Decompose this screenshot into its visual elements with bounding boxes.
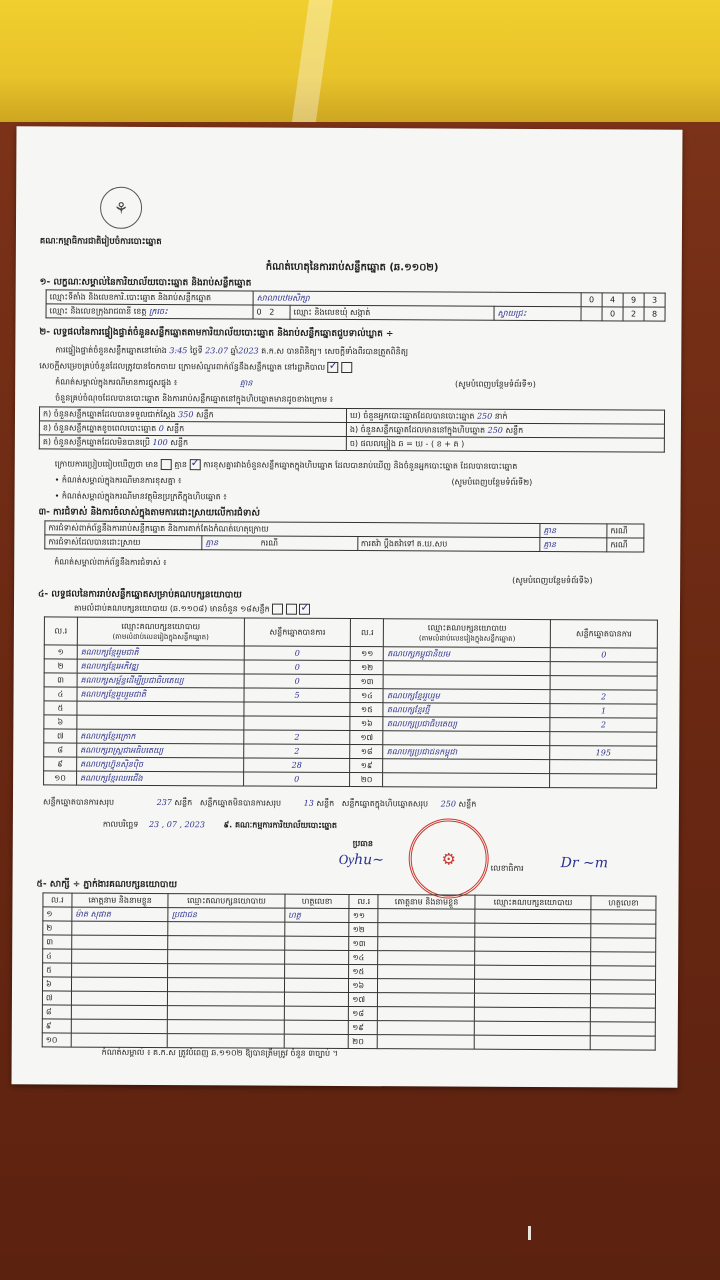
party-name: គណបក្សរាស្ត្រជាអធិបតេយ្យ [77, 743, 244, 758]
party-name [383, 731, 550, 746]
section4-sub-text: តាមលំដាប់គណបក្សនយោបាយ (ឆ.១១០៨) មានចំនួន ១៨សន្លឹក [73, 603, 270, 614]
ko-unit: សន្លឹក [170, 437, 189, 447]
party-votes: 0 [244, 660, 351, 675]
party-no: ១៣ [351, 675, 384, 689]
witness-sign [284, 978, 349, 992]
kha-unit: សន្លឹក [166, 423, 185, 433]
party-name: គណបក្សសម្ព័ន្ធដើម្បីប្រជាធិបតេយ្យ [77, 673, 244, 688]
witness-no: ១០ [42, 1033, 71, 1047]
witness-sign [591, 952, 656, 966]
para5-text: ក្រោយការប្រៀបធៀបឃើញថា មាន [54, 459, 159, 470]
spoil-unit: សន្លឹក [316, 798, 335, 808]
party-no: ៥ [44, 701, 77, 715]
box-total-unit: សន្លឹក [458, 799, 477, 809]
row1-digit: 9 [623, 293, 644, 307]
witness-name [378, 1021, 475, 1036]
w-col-no: ល.រ [349, 895, 378, 909]
party-votes [550, 676, 657, 691]
party-no: ៤ [44, 687, 77, 701]
party-votes [550, 732, 657, 747]
party-votes: 5 [244, 688, 351, 703]
ya-value: 250 [476, 411, 493, 421]
party-no: ១ [44, 645, 77, 659]
para5-text-b: គ្មាន [174, 460, 188, 470]
col-party-text: ឈ្មោះគណបក្សនយោបាយ [121, 621, 201, 631]
col-party-sub: (តាមលំដាប់លេខរៀងក្នុងសន្លឹកឆ្នោត) [112, 632, 209, 641]
checkbox-empty [161, 459, 172, 470]
w-col-party: ឈ្មោះគណបក្សនយោបាយ [475, 895, 591, 910]
witness-party [474, 1035, 590, 1050]
witness-name [71, 1019, 168, 1034]
secretary-label: លេខាធិការ [490, 863, 524, 873]
witness-no: ១៣ [349, 937, 378, 951]
witness-party [474, 951, 590, 966]
witness-sign [590, 1036, 655, 1050]
witness-sign [284, 1034, 349, 1048]
para3-text: កំណត់សម្គាល់ក្នុងករណីមានការផ្ទុសផ្ទុង ៖ [55, 377, 178, 388]
party-votes [550, 662, 657, 677]
party-votes: 0 [244, 646, 351, 661]
section2-para4: ចំនួនគ្រប់ចំណុចដែលបានបោះឆ្នោត និងការរាប់សន្លឹកឆ្នោតនៅក្នុងហិបឆ្នោតមានដូចខាងក្រោម ៖ [55, 393, 334, 404]
checkbox-empty [272, 604, 283, 615]
party-votes [550, 774, 657, 789]
witness-party [168, 978, 284, 993]
objection-row2b-label: ការតវ៉ា ប្តឹងតវ៉ាទៅ គ.ឃ.សប [357, 537, 539, 552]
witness-name [378, 923, 475, 938]
witness-sign [284, 936, 349, 950]
witness-name [378, 1035, 475, 1050]
party-no: ១៦ [350, 717, 383, 731]
col-party-sub: (តាមលំដាប់លេខរៀងក្នុងសន្លឹកឆ្នោត) [418, 633, 516, 643]
totals-line [43, 796, 476, 810]
witness-party [168, 950, 284, 965]
row1-label: ឈ្មោះទីតាំង និងលេខការិ.បោះឆ្នោត និងរាប់សន្លឹកឆ្នោត [46, 290, 253, 305]
col-votes: សន្លឹកឆ្នោតបានការ [244, 618, 351, 647]
row2-digit-b: 2 [623, 307, 644, 321]
party-no: ១៤ [350, 689, 383, 703]
party-votes [244, 702, 351, 717]
party-no: ៦ [44, 715, 77, 729]
witness-sign [284, 964, 349, 978]
col-party [384, 619, 551, 648]
witness-table [42, 892, 657, 1050]
witness-sign [284, 950, 349, 964]
party-name: គណបក្សខ្មែរអភិវឌ្ឍ [77, 659, 244, 674]
section1-table [46, 289, 666, 321]
witness-sign [591, 994, 656, 1008]
chair-signature: Ѹhu~ [338, 851, 384, 869]
date-value: 23 , 07 , 2023 [148, 819, 205, 830]
section4-title: ៤- លទ្ធផលនៃការរាប់សន្លឹកឆ្នោតសម្រាប់គណបក្សនយោបាយ [38, 589, 242, 601]
row2-label-text: ឈ្មោះ និងលេខក្រុងរាជធានី ខេត្ត [49, 305, 147, 316]
witness-name [71, 1005, 168, 1020]
witness-sign: ហត្ថ [285, 908, 350, 922]
witness-party [168, 922, 284, 937]
official-seal: ⚙ [408, 818, 488, 898]
witness-sign [591, 980, 656, 994]
witness-party [474, 1021, 590, 1036]
ka-value: 350 [178, 409, 194, 419]
ballot-counts-table [39, 406, 665, 452]
total-value: 237 [156, 798, 172, 808]
row2-digit: 2 [269, 307, 275, 317]
party-votes: 0 [550, 648, 657, 663]
witness-no: ១៩ [349, 1021, 378, 1035]
party-no: ៨ [44, 743, 77, 757]
party-votes: 28 [243, 758, 350, 773]
witness-no: ១ [43, 907, 72, 921]
row2-value-b: ស្វាយជ្រះ [494, 306, 581, 320]
w-col-name: គោត្តនាម និងនាមខ្លួន [378, 895, 475, 910]
party-name: គណបក្សប្រជាធិបតេយ្យ [383, 717, 550, 732]
objection-row2-value-text: គ្មាន [205, 537, 219, 547]
yellow-wall [0, 0, 720, 128]
row2-value: ក្រចេះ [148, 306, 168, 316]
party-name [384, 675, 551, 690]
party-votes: 2 [243, 744, 350, 759]
objection-row2-unit: ករណី [260, 538, 279, 548]
section3-note: កំណត់សម្គាល់ពាក់ព័ន្ធនឹងការជំទាស់ ៖ [54, 557, 167, 568]
witness-no: ២ [43, 921, 72, 935]
date-day: 23 [205, 346, 216, 356]
spoil-label: សន្លឹកឆ្នោតមិនបានការសរុប [199, 798, 282, 808]
party-no: ៧ [44, 729, 77, 743]
witness-sign [284, 1020, 349, 1034]
total-label: សន្លឹកឆ្នោតបានការសរុប [42, 797, 115, 807]
witness-party [168, 964, 284, 979]
witness-name [71, 1033, 168, 1048]
witness-name [71, 991, 168, 1006]
form-title: កំណត់ហេតុនៃការរាប់សន្លឹកឆ្នោត (ឆ.១១០២) [265, 261, 439, 274]
w-col-party: ឈ្មោះគណបក្សនយោបាយ [168, 894, 284, 909]
party-no: ១៨ [350, 745, 383, 759]
box-total-label: សន្លឹកឆ្នោតក្នុងហិបឆ្នោតសរុប [341, 798, 429, 809]
bullet1-hint: (សូមបំពេញបន្ថែមទំព័រទី២) [451, 477, 533, 487]
witness-party [474, 1007, 590, 1022]
secretary-signature: Dr ~m [560, 855, 609, 872]
bullet1-text: • កំណត់សម្គាល់ក្នុងករណីមានការខុសគ្នា ៖ [54, 475, 182, 486]
witness-no: ៦ [42, 977, 71, 991]
row1-digit: 3 [644, 293, 665, 307]
section2-para5 [55, 458, 518, 472]
party-votes: 2 [243, 730, 350, 745]
objection-row2-label: ការជំទាស់ដែលបានដោះស្រាយ [45, 535, 202, 550]
row2-digits [253, 305, 290, 319]
row2-digit-b: 0 [602, 307, 623, 321]
para1-text-d: គ.ក.ស បានពិនិត្យ។ សេចក្ដីទាំងពីរបានត្រួតពិនិត្យ [258, 346, 409, 357]
witness-name [378, 993, 475, 1008]
witness-name [71, 963, 168, 978]
party-no: ១១ [351, 647, 384, 661]
formula: ច) ផលលម្អៀង ឆ = ឃ - ( ខ + គ ) [346, 436, 664, 452]
witness-name [378, 951, 475, 966]
party-name: គណបក្សខ្មែររួបរួមជាតិ [77, 687, 244, 702]
col-no: ល.រ [44, 617, 77, 645]
date-label: កាលបរិច្ឆេទ [102, 819, 139, 829]
date-month: 07 [217, 346, 229, 356]
witness-sign [591, 938, 656, 952]
row1-digit: 0 [581, 293, 602, 307]
party-no: ១០ [44, 771, 77, 785]
witness-sign [591, 924, 656, 938]
party-votes: 0 [243, 772, 350, 787]
party-votes: 1 [550, 704, 657, 719]
row1-value: សាលាបឋមសិក្សា [253, 291, 581, 307]
institution-name: គណៈកម្មាធិការជាតិរៀបចំការបោះឆ្នោត [39, 236, 162, 248]
witness-no: ៨ [42, 1005, 71, 1019]
emblem-icon: ⚘ [100, 187, 142, 229]
para1-text-b: ថ្ងៃទី [187, 346, 206, 356]
witness-no: ៣ [43, 935, 72, 949]
party-votes: 2 [550, 718, 657, 733]
party-name [384, 661, 551, 676]
witness-name [72, 949, 169, 964]
party-name: គណបក្សខ្មែររួមជាតិ [77, 645, 244, 660]
section4-sub [74, 603, 310, 616]
checkbox-checked [190, 459, 201, 470]
witness-party [475, 937, 591, 952]
witness-no: ៥ [43, 963, 72, 977]
w-col-sign: ហត្ថលេខា [285, 894, 350, 908]
witness-party [168, 1020, 284, 1035]
ya-label: ឃ) ចំនួនអ្នកបោះឆ្នោតដែលបានបោះឆ្នោត [349, 410, 475, 421]
count-ko [39, 435, 346, 451]
witness-no: ១១ [349, 909, 378, 923]
witness-party [475, 923, 591, 938]
party-no: ១៧ [350, 731, 383, 745]
witness-no: ១៥ [349, 965, 378, 979]
witness-sign [284, 992, 349, 1006]
witness-name [72, 921, 169, 936]
witness-no: ២០ [349, 1035, 378, 1049]
row1-digit: 4 [602, 293, 623, 307]
witness-party [475, 909, 591, 924]
witness-no: ១៦ [349, 979, 378, 993]
witness-name [378, 965, 475, 980]
nga-value: 250 [487, 425, 503, 435]
para1-text-c: ឆ្នាំ [228, 346, 239, 356]
section3-title: ៣- ការជំទាស់ និងការចំលាស់ក្នុងតាមការដោះស្រាយលើការជំទាស់ [38, 507, 260, 519]
witness-no: ៤ [43, 949, 72, 963]
witness-no: ១២ [349, 923, 378, 937]
party-votes [244, 716, 351, 731]
party-name: គណបក្សប្រជាជនកម្ពុជា [383, 745, 550, 760]
section3-hint: (សូមបំពេញបន្ថែមទំព័រទី៦) [512, 575, 593, 586]
w-col-name: គោត្តនាម និងនាមខ្លួន [72, 893, 169, 908]
witness-name: ម៉ាត សុផាត [72, 907, 169, 922]
party-name: គណបក្សខ្មែររួបរួម [383, 689, 550, 704]
party-name [383, 773, 550, 788]
ko-value: 100 [152, 437, 168, 447]
para2-text: សេចក្ដីសម្រេចគ្រប់ចំនួនដែលត្រូវបានចែកចាយ ក្រោមសំណួរពាក់ព័ន្ធនឹងសន្លឹកឆ្នោត នៅរដ្ឋាភិបាល [39, 361, 326, 372]
witness-party: ប្រជាជន [168, 908, 284, 923]
section2-title: ២- លទ្ធផលនៃការផ្ទៀងផ្ទាត់ចំនួនសន្លឹកឆ្នោតតាមការិយាល័យបោះឆ្នោត និងរាប់សន្លឹកឆ្នោតជួបទាល់ឃ្លាត ÷ [39, 327, 394, 340]
party-row [44, 771, 657, 788]
section2-para3 [55, 376, 536, 391]
objection-row2b-unit: ករណី [607, 538, 644, 552]
para1-text: ការផ្ទៀងផ្ទាត់ចំនួនសន្លឹកឆ្នោតនៅម៉ោង [55, 345, 170, 356]
witness-party [474, 965, 590, 980]
date-year: 2023 [238, 346, 259, 356]
objection-row2-value [202, 536, 358, 551]
ka-label: ក) ចំនួនសន្លឹកឆ្នោតដែលបានទទួលជាក់ស្តែង [42, 408, 176, 419]
w-col-no: ល.រ [43, 893, 72, 907]
ya-unit: នាក់ [494, 411, 508, 421]
witness-no: ១៤ [349, 951, 378, 965]
party-no: ១២ [351, 661, 384, 675]
witness-name [378, 937, 475, 952]
col-party [77, 617, 244, 646]
witness-no: ១៨ [349, 1007, 378, 1021]
para3-note: គ្មាន [239, 378, 253, 388]
objection-row1-value: គ្មាន [540, 524, 607, 538]
checkbox-empty [341, 362, 352, 373]
nga-unit: សន្លឹក [505, 425, 524, 435]
ko-label: គ) ចំនួនសន្លឹកឆ្នោតដែលមិនបានប្រើ [42, 436, 150, 447]
witness-body [42, 907, 656, 1050]
party-name: គណបក្សហ៊្វុនស៊ិនប៉ិច [77, 757, 244, 772]
chair-label: ប្រធាន [352, 839, 373, 849]
election-form-paper [11, 126, 682, 1087]
witness-sign [591, 910, 656, 924]
party-name: គណបក្សខ្មែរក្រោក [77, 729, 244, 744]
witness-party [168, 936, 284, 951]
objections-table [44, 520, 644, 552]
party-no: ២ [44, 659, 77, 673]
party-no: ១៩ [350, 759, 383, 773]
witness-no: ១៧ [349, 993, 378, 1007]
witness-name [378, 909, 475, 924]
section2-para2 [39, 360, 352, 374]
party-name: គណបក្សកម្ពុជានិយម [384, 647, 551, 662]
row2-digit: 0 [256, 307, 262, 317]
witness-party [474, 979, 590, 994]
section2-bullet2: • កំណត់សម្គាល់ក្នុងករណីមានវត្ថុមិនប្រក្រតីក្នុងហិបឆ្នោត ៖ [54, 491, 227, 502]
witness-name [71, 977, 168, 992]
section2-bullet1 [55, 474, 533, 489]
kha-value: 0 [158, 423, 164, 433]
section2-para1: ការផ្ទៀងផ្ទាត់ចំនួនសន្លឹកឆ្នោតនៅម៉ោង 3:45 ថ្ងៃទី 23.07 ឆ្នាំ2023 គ.ក.ស បានពិនិត្យ។ សេចក្ដីទាំងពីរបានត្រួតពិនិត្យ [55, 345, 409, 357]
witness-name [72, 935, 169, 950]
witness-sign [284, 1006, 349, 1020]
count-time: 3:45 [169, 346, 188, 356]
party-name [77, 701, 244, 716]
col-party-text: ឈ្មោះគណបក្សនយោបាយ [427, 622, 507, 633]
party-name [77, 715, 244, 730]
row2-label [46, 304, 253, 319]
spoil-value: 13 [303, 798, 314, 808]
checkbox-empty [286, 604, 297, 615]
witness-name [378, 1007, 475, 1022]
kha-label: ខ) ចំនួនសន្លឹកឆ្នោតខូចពេលបោះឆ្នោត [42, 422, 157, 433]
witness-party [168, 992, 284, 1007]
box-total-value: 250 [440, 799, 456, 809]
objection-row2b-value: គ្មាន [540, 538, 607, 552]
row2-blank [581, 307, 602, 321]
witness-sign [284, 922, 349, 936]
ka-unit: សន្លឹក [195, 409, 214, 419]
party-results-table [43, 616, 658, 788]
party-votes: 0 [244, 674, 351, 689]
objection-row1-unit: ករណី [607, 524, 644, 538]
party-name: គណបក្សខ្មែរថ្មី [383, 703, 550, 718]
para5-text-c: ការខុសគ្នារវាងចំនួនសន្លឹកឆ្នោតក្នុងហិបឆ្នោត ដែលបានរាប់ឃើញ និងចំនួនអ្នកបោះឆ្នោត ដែលបានបោះឆ្នោត [203, 460, 518, 471]
row2-label-b: ឈ្មោះ និងលេខឃុំ សង្កាត់ [290, 305, 494, 320]
party-votes [550, 760, 657, 775]
party-no: ៣ [44, 673, 77, 687]
party-name: គណបក្សខ្មែរឈរជើង [77, 771, 244, 786]
witness-party [474, 993, 590, 1008]
party-votes: 195 [550, 746, 657, 761]
para3-hint: (សូមបំពេញបន្ថែមទំព័រទី១) [455, 379, 536, 389]
witness-name [378, 979, 475, 994]
party-votes: 2 [550, 690, 657, 705]
witness-sign [590, 1022, 655, 1036]
party-no: ៩ [44, 757, 77, 771]
party-results-body [44, 645, 658, 788]
col-votes: សន្លឹកឆ្នោតបានការ [550, 620, 657, 649]
party-no: ២០ [350, 773, 383, 787]
committee-label: ៩. គណៈកម្មការការិយាល័យបោះឆ្នោត [223, 820, 338, 830]
witness-party [168, 1006, 284, 1021]
total-unit: សន្លឹក [174, 798, 193, 808]
section1-title: ១- លក្ខណៈសម្គាល់នៃការិយាល័យបោះឆ្នោត និងរាប់សន្លឹកឆ្នោត [39, 277, 252, 289]
party-no: ១៥ [350, 703, 383, 717]
pin-mark [528, 1226, 531, 1240]
witness-party [168, 1034, 284, 1049]
col-no: ល.រ [351, 619, 384, 647]
witness-no: ៩ [42, 1019, 71, 1033]
section5-title: ៥- សាក្សី ÷ ភ្នាក់ងារគណបក្សនយោបាយ [36, 879, 178, 891]
row2-digit-b: 8 [644, 307, 665, 321]
witness-sign [591, 1008, 656, 1022]
checkbox-checked [299, 604, 310, 615]
objection-row1-label: ការជំទាស់ពាក់ព័ន្ធនឹងការរាប់សន្លឹកឆ្នោត និងការតាក់តែងកំណត់ហេតុក្រោយ [48, 522, 269, 534]
date-line [103, 819, 337, 832]
witness-sign [591, 966, 656, 980]
checkbox-checked [328, 362, 339, 373]
party-name [383, 759, 550, 774]
w-col-sign: ហត្ថលេខា [591, 896, 656, 910]
footnote: កំណត់សម្គាល់ ៖ គ.ក.ស ត្រូវបំពេញ ឆ.១១០២ ឱ្យបានត្រឹមត្រូវ ចំនួន ៣ច្បាប់ ។ [101, 1047, 338, 1058]
nga-label: ង) ចំនួនសន្លឹកឆ្នោតដែលមាននៅក្នុងហិបឆ្នោត [349, 424, 486, 435]
witness-no: ៧ [42, 991, 71, 1005]
